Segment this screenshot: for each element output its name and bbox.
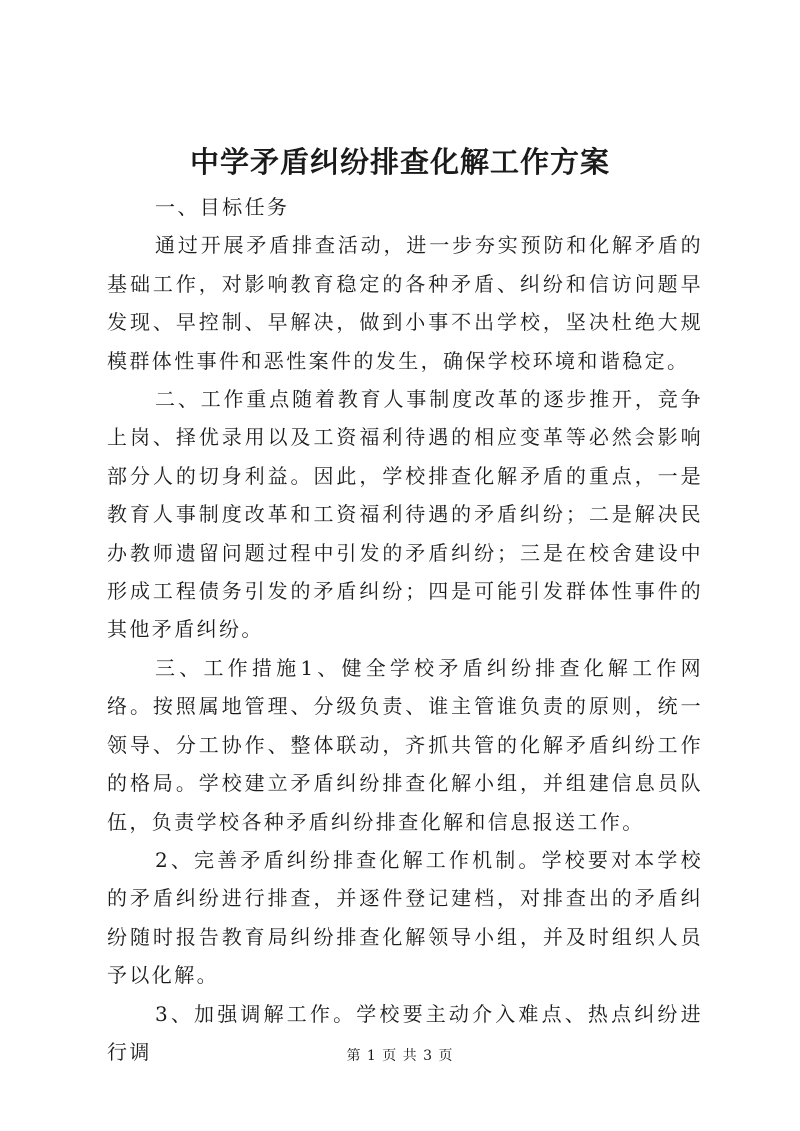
paragraph-goals-content: 通过开展矛盾排查活动，进一步夯实预防和化解矛盾的基础工作，对影响教育稳定的各种矛盾、纠纷和信访问题早发现、早控制、早解决，做到小事不出学校，坚决杜绝大规模群体性事件和恶性案件的发生，确保学校环境和谐稳定。 bbox=[107, 233, 703, 373]
document-title: 中学矛盾纠纷排查化解工作方案 bbox=[189, 145, 610, 179]
paragraph-work-focus: 二、工作重点随着教育人事制度改革的逐步推开，竞争上岗、择优录用以及工资福利待遇的相应变革等必然会影响部分人的切身利益。因此，学校排查化解矛盾的重点，一是教育人事制度改革和工资福利待遇的矛盾纠纷；二是解决民办教师遗留问题过程中引发的矛盾纠纷；三是在校舍建设中形成工程债务引发的矛盾纠纷；四是可能引发群体性事件的其他矛盾纠纷。 bbox=[107, 387, 703, 642]
paragraph-work-measures: 三、工作措施1、健全学校矛盾纠纷排查化解工作网络。按照属地管理、分级负责、谁主管谁负责的原则，统一领导、分工协作、整体联动，齐抓共管的化解矛盾纠纷工作的格局。学校建立矛盾纠纷排查化解小组，并组建信息员队伍，负责学校各种矛盾纠纷排查化解和信息报送工作。 bbox=[107, 655, 703, 834]
paragraph-mechanism: 2、完善矛盾纠纷排查化解工作机制。学校要对本学校的矛盾纠纷进行排查，并逐件登记建档，对排查出的矛盾纠纷随时报告教育局纠纷排查化解领导小组，并及时组织人员予以化解。 bbox=[107, 847, 703, 988]
paragraph-mediation: 3、加强调解工作。学校要主动介入难点、热点纠纷进行调 bbox=[107, 1001, 703, 1064]
section-heading-goals: 一、目标任务 bbox=[155, 195, 290, 219]
page-number-footer: 第 1 页 共 3 页 bbox=[346, 1048, 454, 1064]
document-body bbox=[107, 188, 703, 1071]
